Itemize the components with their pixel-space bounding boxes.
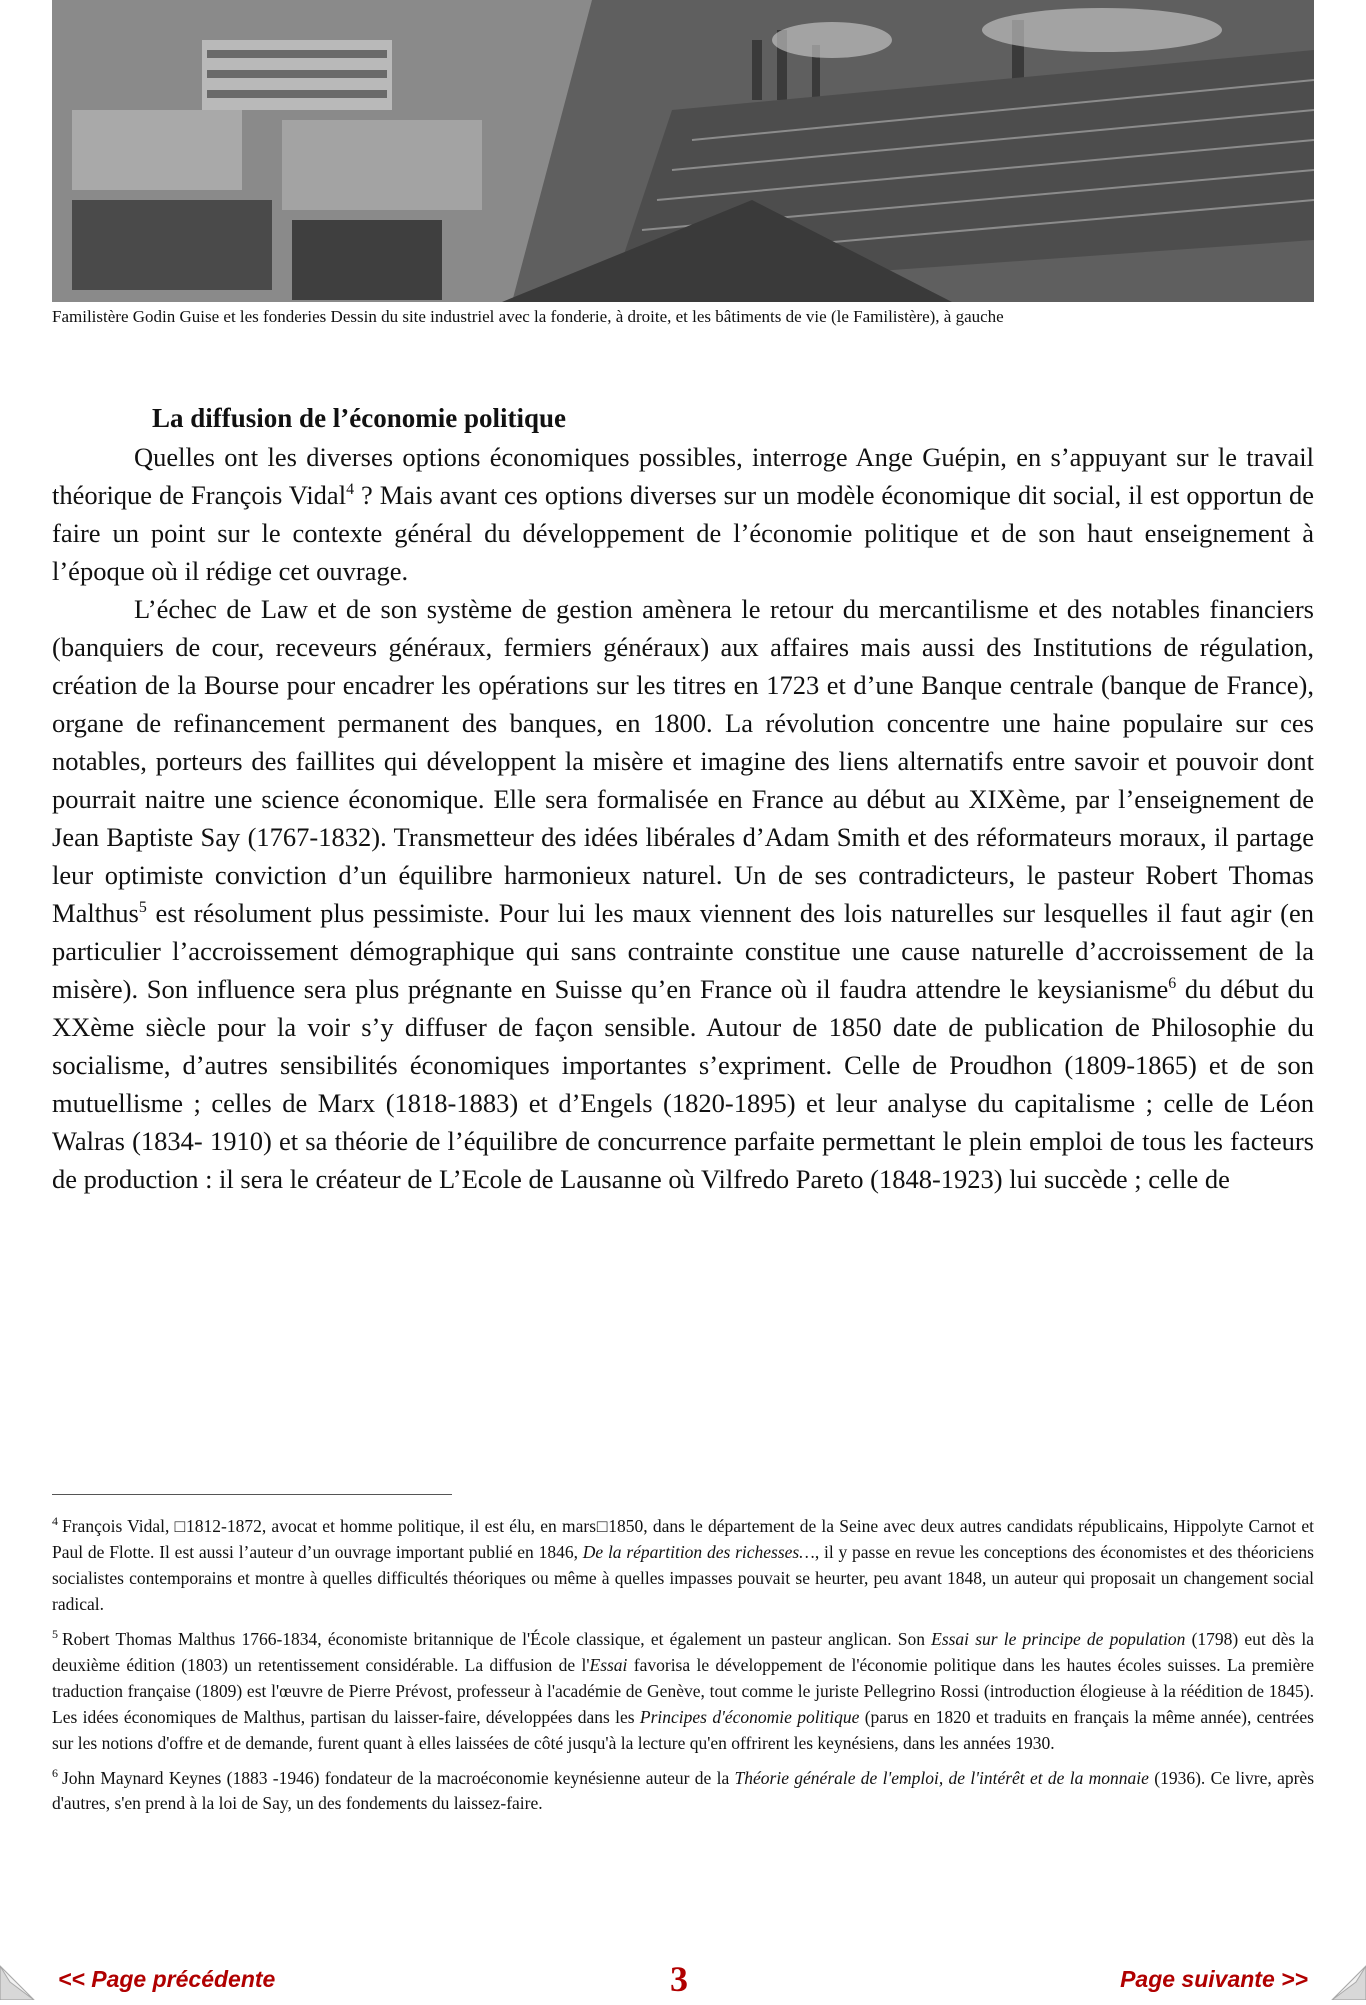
footnote-text: François Vidal, □1812-1872, avocat et homme politique, il est élu, en mars□1850, dans le département de la Seine avec deux autres candidats républicains, Hippolyte Carnot et Paul de Flotte. Il est aussi l’auteur d’un ouvrage important publié en 1846, [52,1515,1314,1562]
paragraph-2-text-c: du début du XXème siècle pour la voir s’y diffuser de façon sensible. Autour de 1850 date de publication de Philosophie du socialisme, d’autres sensibilités économiques importantes s’expriment. Celle de Proudhon (1809-1865) et de son mutuellisme ; celles de Marx (1818-1883) et d’Engels (1820-1895) et leur analyse du capitalisme ; celle de Léon Walras (1834- 1910) et sa théorie de l’équilibre de concurrence parfaite permettant le plein emploi de tous les facteurs de production : il sera le créateur de L’Ecole de Lausanne où Vilfredo Pareto (1848-1923) lui succède ; celle de [52,974,1315,1194]
footnote-text: , il y passe en revue les conceptions des économistes et des théoriciens socialistes contemporains et montre à quelles difficultés théoriques ou même à quelles impasses pouvait se heurter, peu avant 1848, un auteur qui proposait un changement social radical. [52,1541,1314,1614]
footnote-ref-4[interactable]: 4 [346,481,355,499]
footnote-title: Principes d'économie politique [639,1706,860,1727]
paragraph-2-text-b: est résolument plus pessimiste. Pour lui les maux viennent des lois naturelles sur lesquelles il faut agir (en particulier l’accroissement démographique qui sans contrainte constitue une cause naturelle d’accroissement de la misère). Son influence sera plus prégnante en Suisse qu’en France où il faudra attendre le keysianisme [52,898,1314,1004]
footnote-6 [52,1760,1314,1817]
footnote-title: Essai sur le principe de population [931,1628,1186,1649]
footnote-number: 5 [52,1626,58,1641]
footnote-text: favorisa le développement de l'économie politique dans les hautes écoles suisses. La première traduction française (1809) est l'œuvre de Pierre Prévost, professeur à l'académie de Genève, tout comme le juriste Pellegrino Rossi (introduction élogieuse à la réédition de 1845). Les idées économiques de Malthus, partisan du laisser-faire, développées dans les [52,1654,1314,1727]
page-number: 3 [670,1959,688,1999]
body-text [52,438,1314,1198]
footnote-title: De la répartition des richesses… [582,1541,815,1562]
footnote-number: 6 [52,1765,58,1780]
page-curl-left-icon[interactable] [0,1952,48,2000]
footnote-text: John Maynard Keynes (1883 -1946) fondateur de la macroéconomie keynésienne auteur de la [62,1767,735,1788]
footnote-title: Théorie générale de l'emploi, de l'intérêt et de la monnaie [734,1767,1149,1788]
footnote-text: (1936). Ce livre, après d'autres, s'en prend à la loi de Say, un des fondements du laissez-faire. [52,1767,1315,1814]
paragraph-1 [52,438,1314,590]
footnote-title: Essai [589,1654,628,1675]
footnote-text: (1798) eut dès la deuxième édition (1803) un retentissement considérable. La diffusion de l' [52,1628,1314,1675]
footnote-ref-6[interactable]: 6 [1168,975,1177,993]
footnote-5 [52,1621,1314,1756]
paragraph-2 [52,590,1314,1198]
next-page-link[interactable]: Page suivante >> [1120,1966,1308,1992]
engraving-illustration [52,0,1314,302]
footnote-number: 4 [52,1514,58,1528]
paragraph-1-text-a: Quelles ont les diverses options économiques possibles, interroge Ange Guépin, en s’appuyant sur le travail théorique de François Vidal [52,442,1314,510]
footnote-divider [52,1494,452,1495]
footnotes [52,1508,1314,1820]
paragraph-2-text-a: L’échec de Law et de son système de gestion amènera le retour du mercantilisme et des notables financiers (banquiers de cour, receveurs généraux, fermiers généraux) aux affaires mais aussi des Institutions de régulation, création de la Bourse pour encadrer les opérations sur les titres en 1723 et d’une Banque centrale (banque de France), organe de refinancement permanent des banques, en 1800. La révolution concentre une haine populaire sur ces notables, porteurs des faillites qui développent la misère et imagine des liens alternatifs entre savoir et pouvoir dont pourrait naitre une science économique. Elle sera formalisée en France au début au XIXème, par l’enseignement de Jean Baptiste Say (1767-1832). Transmetteur des idées libérales d’Adam Smith et des réformateurs moraux, il partage leur optimiste conviction d’un équilibre harmonieux naturel. Un de ses contradicteurs, le pasteur Robert Thomas Malthus [52,594,1314,928]
footnote-ref-5[interactable]: 5 [138,899,147,917]
footnote-text: Robert Thomas Malthus 1766-1834, économiste britannique de l'École classique, et également un pasteur anglican. Son [62,1628,932,1649]
footnote-4 [52,1508,1314,1617]
section-heading: La diffusion de l’économie politique [152,403,567,433]
figure-caption: Familistère Godin Guise et les fonderies Dessin du site industriel avec la fonderie, à droite, et les bâtiments de vie (le Familistère), à gauche [52,307,1004,326]
paragraph-1-text-b: ? Mais avant ces options diverses sur un modèle économique dit social, il est opportun de faire un point sur le contexte général du développement de l’économie politique et de son haut enseignement à l’époque où il rédige cet ouvrage. [52,480,1315,586]
previous-page-link[interactable]: << Page précédente [58,1966,276,1992]
footnote-text: (parus en 1820 et traduits en français la même année), centrées sur les notions d'offre et de demande, furent quant à elles laissées de côté jusqu'à la lecture qu'en offrirent les keynésiens, dans les années 1930. [52,1706,1314,1753]
page-navigation [0,1958,1366,2000]
page-curl-right-icon[interactable] [1318,1952,1366,2000]
